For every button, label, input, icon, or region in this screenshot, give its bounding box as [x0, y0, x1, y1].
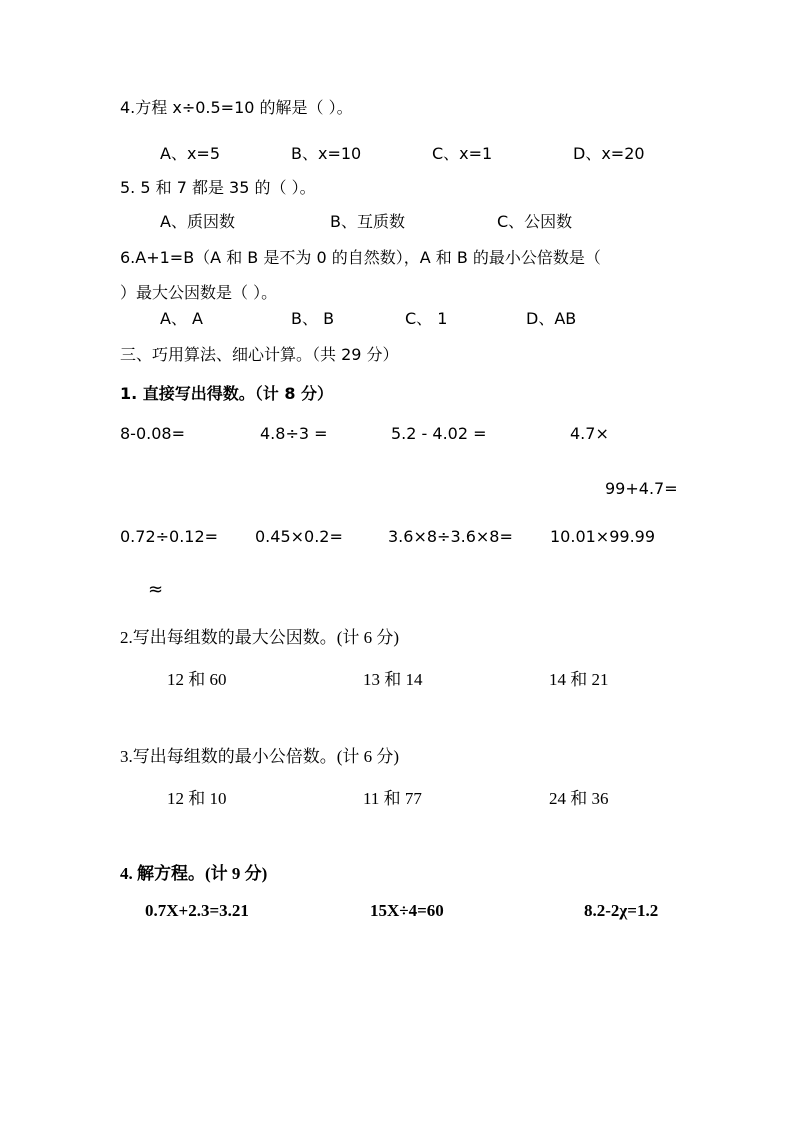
calc4-item-3: 8.2-2χ=1.2: [584, 901, 659, 920]
calc1-item-8: 10.01×99.99: [550, 527, 656, 546]
calc1-item-6: 0.45×0.2=: [255, 527, 343, 546]
calc1-item-1: 8-0.08=: [120, 424, 185, 443]
q6-option-c: C、 1: [405, 309, 448, 328]
calc2-item-1: 12 和 60: [167, 670, 227, 689]
q6-option-a: A、 A: [160, 309, 203, 328]
q5-question: 5. 5 和 7 都是 35 的（ ）。: [120, 178, 316, 197]
q6-question-line1: 6.A+1=B（A 和 B 是不为 0 的自然数），A 和 B 的最小公倍数是（: [120, 248, 601, 267]
calc1-item-2: 4.8÷3 =: [260, 424, 328, 443]
calc3-item-3: 24 和 36: [549, 789, 609, 808]
q4-question: 4.方程 x÷0.5=10 的解是（ ）。: [120, 98, 353, 117]
q4-option-c: C、x=1: [432, 144, 493, 163]
calc1-title: 1. 直接写出得数。（计 8 分）: [120, 384, 334, 403]
q4-option-a: A、x=5: [160, 144, 221, 163]
q4-option-d: D、x=20: [573, 144, 645, 163]
calc3-item-1: 12 和 10: [167, 789, 227, 808]
section3-title: 三、巧用算法、细心计算。（共 29 分）: [120, 345, 399, 364]
calc1-item-4: 4.7×: [570, 424, 609, 443]
calc4-item-1: 0.7X+2.3=3.21: [145, 901, 249, 920]
calc2-item-2: 13 和 14: [363, 670, 423, 689]
calc2-title: 2.写出每组数的最大公因数。(计 6 分): [120, 628, 400, 647]
calc3-item-2: 11 和 77: [363, 789, 422, 808]
q5-option-c: C、公因数: [497, 212, 573, 231]
calc1-item-8-wrap: ≈: [148, 579, 164, 600]
calc2-item-3: 14 和 21: [549, 670, 609, 689]
q4-option-b: B、x=10: [291, 144, 362, 163]
q6-option-d: D、AB: [526, 309, 577, 328]
calc4-item-2: 15X÷4=60: [370, 901, 444, 920]
calc1-item-3: 5.2 - 4.02 =: [391, 424, 487, 443]
calc4-title: 4. 解方程。(计 9 分): [120, 864, 268, 883]
q5-option-b: B、互质数: [330, 212, 405, 231]
calc1-item-5: 0.72÷0.12=: [120, 527, 219, 546]
calc1-item-7: 3.6×8÷3.6×8=: [388, 527, 513, 546]
q6-question-line2: ）最大公因数是（ ）。: [120, 283, 278, 302]
calc3-title: 3.写出每组数的最小公倍数。(计 6 分): [120, 747, 400, 766]
calc1-item-4-wrap: 99+4.7=: [605, 479, 678, 498]
q6-option-b: B、 B: [291, 309, 335, 328]
q5-option-a: A、质因数: [160, 212, 235, 231]
